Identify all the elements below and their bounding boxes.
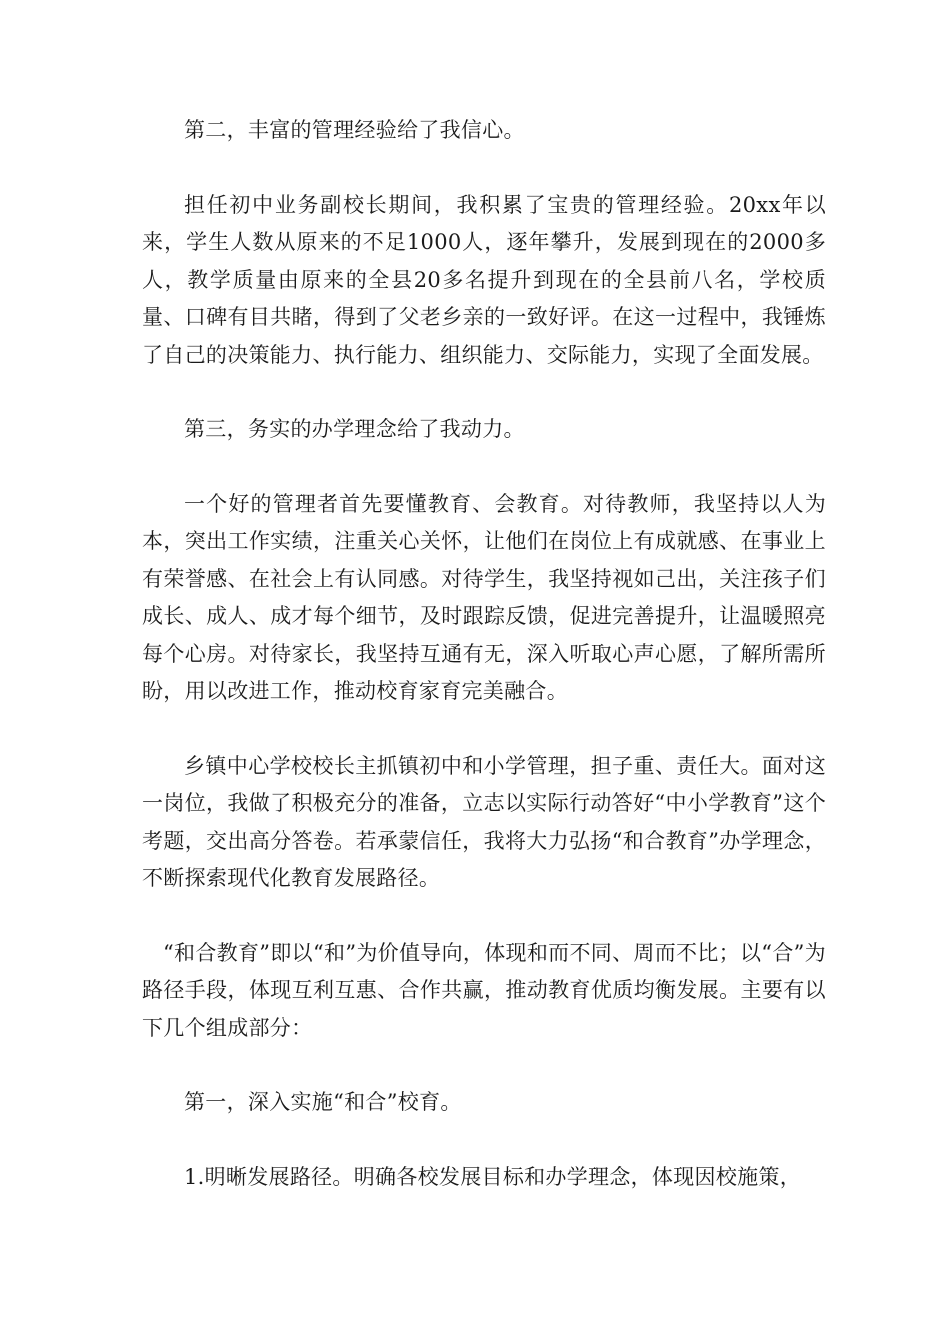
document-page — [142, 112, 826, 1196]
paragraph-heading-third: 第三，务实的办学理念给了我动力。 — [184, 417, 525, 441]
paragraph-item-1: 1.明晰发展路径。明确各校发展目标和办学理念，体现因校施策， — [184, 1164, 802, 1189]
paragraph-hehe-education: “和合教育”即以“和”为价值导向，体现和而不同、周而不比；以“合”为路径手段，体现互利互惠、合作共赢，推动教育优质均衡发展。主要有以下几个组成部分： — [142, 940, 826, 1040]
paragraph-management-experience: 担任初中业务副校长期间，我积累了宝贵的管理经验。20xx年以来，学生人数从原来的不足1000人，逐年攀升，发展到现在的2000多人，教学质量由原来的全县20多名提升到现在的全县前八名，学校质量、口碑有目共睹，得到了父老乡亲的一致好评。在这一过程中，我锤炼了自己的决策能力、执行能力、组织能力、交际能力，实现了全面发展。 — [142, 192, 826, 367]
paragraph-heading-second: 第二，丰富的管理经验给了我信心。 — [184, 118, 525, 142]
paragraph-principal-role: 乡镇中心学校校长主抓镇初中和小学管理，担子重、责任大。面对这一岗位，我做了积极充分的准备，立志以实际行动答好“中小学教育”这个考题，交出高分答卷。若承蒙信任，我将大力弘扬“和合教育”办学理念，不断探索现代化教育发展路径。 — [142, 753, 826, 890]
paragraph-management-philosophy: 一个好的管理者首先要懂教育、会教育。对待教师，我坚持以人为本，突出工作实绩，注重关心关怀，让他们在岗位上有成就感、在事业上有荣誉感、在社会上有认同感。对待学生，我坚持视如己出，关注孩子们成长、成人、成才每个细节，及时跟踪反馈，促进完善提升，让温暖照亮每个心房。对待家长，我坚持互通有无，深入听取心声心愿，了解所需所盼，用以改进工作，推动校育家育完美融合。 — [142, 491, 826, 703]
paragraph-heading-first: 第一，深入实施“和合”校育。 — [184, 1090, 462, 1114]
